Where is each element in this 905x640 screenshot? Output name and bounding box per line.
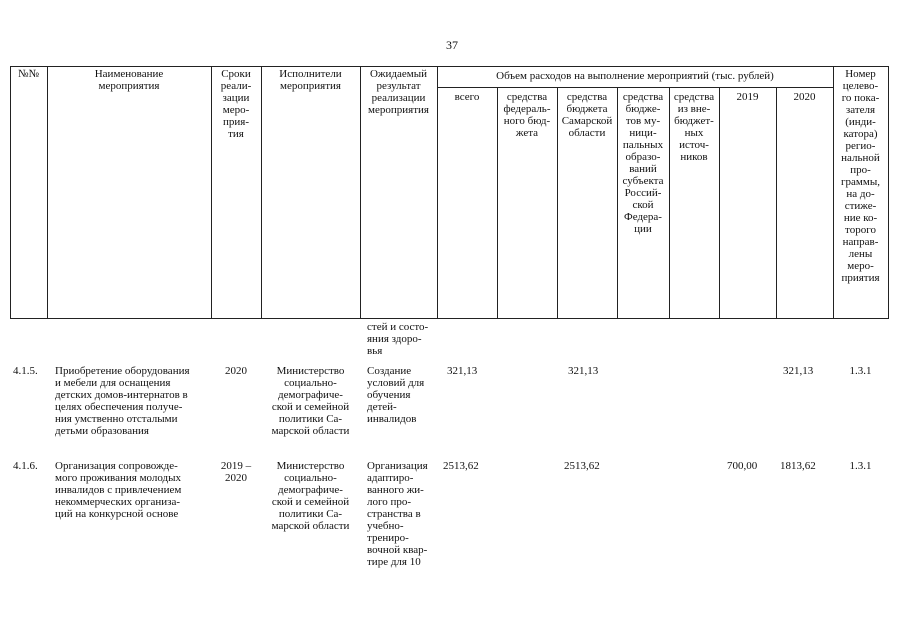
header-municipal: средства бюдже- тов му- ници- пальных образо- ваний субъекта Россий- ской Федера- ции	[622, 91, 664, 235]
col-border	[719, 87, 720, 319]
row-result: Создание условий для обучения детей- инвалидов	[367, 365, 425, 425]
header-num: №№	[18, 68, 39, 80]
header-executors: Исполнители мероприятия	[279, 68, 342, 92]
row-name: Организация сопровожде- мого проживания молодых инвалидов с привлечением некоммерческих организа- ций на конкурсной основе	[55, 460, 182, 520]
row-regional: 321,13	[568, 365, 599, 377]
row-2020: 1813,62	[780, 460, 816, 472]
row-regional: 2513,62	[564, 460, 600, 472]
row-number: 4.1.6.	[13, 460, 38, 472]
header-indicator: Номер целево- го пока- зателя (инди- катора) регио- нальной про- граммы, на до- стиже- ние ко- торого направ- лены меро- приятия	[841, 68, 880, 284]
continuation-text: стей и состо- яния здоро- вья	[367, 321, 429, 357]
col-border	[47, 66, 48, 319]
header-bottom-border	[10, 318, 888, 319]
row-executor: Министерство социально- демографиче- ской и семейной политики Са- марской области	[271, 460, 350, 532]
col-border	[10, 66, 11, 319]
row-terms: 2019 – 2020	[220, 460, 252, 484]
row-total: 321,13	[447, 365, 478, 377]
header-regional: средства бюджета Самарской области	[561, 91, 613, 139]
col-border	[776, 87, 777, 319]
row-2019: 700,00	[727, 460, 758, 472]
table-top-border	[10, 66, 888, 67]
row-name: Приобретение оборудования и мебели для оснащения детских домов-интернатов в целях обеспечения получе- ния умственно отсталыми детьми образования	[55, 365, 190, 437]
header-2020: 2020	[793, 91, 816, 103]
row-executor: Министерство социально- демографиче- ской и семейной политики Са- марской области	[271, 365, 350, 437]
row-total: 2513,62	[443, 460, 479, 472]
header-2019: 2019	[736, 91, 759, 103]
header-result: Ожидаемый результат реализации мероприятия	[368, 68, 429, 116]
row-result: Организация адаптиро- ванного жи- лого про- странства в учебно- трениро- вочной квар- тире для 10	[367, 460, 428, 568]
page-number: 37	[446, 38, 458, 52]
row-number: 4.1.5.	[13, 365, 38, 377]
col-border	[888, 66, 889, 319]
col-border	[261, 66, 262, 319]
row-terms: 2020	[225, 365, 247, 377]
header-federal: средства федераль- ного бюд- жета	[503, 91, 551, 139]
col-border	[437, 66, 438, 319]
header-terms: Сроки реали- зации меро- прия- тия	[220, 68, 252, 140]
header-total: всего	[454, 91, 480, 103]
header-extrabudget: средства из вне- бюджет- ных источ- ников	[673, 91, 715, 163]
row-indicator: 1.3.1	[849, 460, 872, 472]
row-2020: 321,13	[783, 365, 814, 377]
row-indicator: 1.3.1	[849, 365, 872, 377]
header-volume: Объем расходов на выполнение мероприятий (тыс. рублей)	[496, 70, 774, 82]
header-name: Наименование мероприятия	[94, 68, 164, 92]
